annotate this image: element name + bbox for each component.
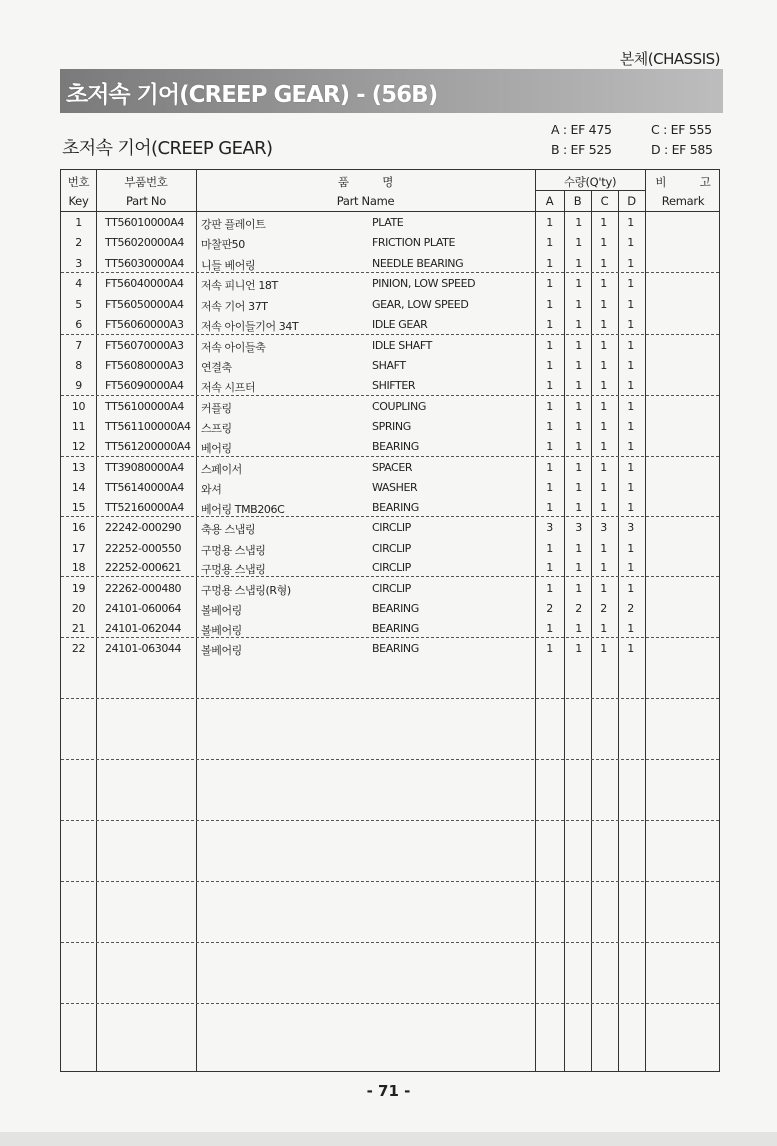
cell-korean-name: 볼베어링: [201, 644, 242, 657]
parts-table: [60, 169, 720, 1072]
header-remark-en: Remark: [661, 194, 705, 208]
cell-korean-name: 저속 아이들기어 34T: [201, 320, 299, 333]
cell-qty-a: 1: [546, 561, 553, 574]
cell-key: 10: [71, 400, 86, 413]
cell-part-no: FT56040000A4: [105, 277, 184, 290]
row-group-separator: [61, 759, 719, 760]
cell-qty-d: 1: [627, 400, 634, 413]
cell-korean-name: 베어링 TMB206C: [201, 503, 285, 516]
cell-qty-b: 1: [575, 501, 582, 514]
cell-key: 21: [71, 622, 86, 635]
cell-qty-d: 1: [627, 481, 634, 494]
cell-key: 22: [71, 642, 86, 655]
cell-key: 12: [71, 440, 86, 453]
cell-key: 7: [75, 339, 82, 352]
cell-part-name: SPRING: [372, 420, 411, 433]
cell-korean-name: 스페이서: [201, 463, 242, 476]
cell-qty-a: 1: [546, 542, 553, 555]
cell-qty-a: 1: [546, 277, 553, 290]
cell-qty-c: 1: [600, 379, 607, 392]
cell-qty-a: 1: [546, 298, 553, 311]
table-row: [61, 356, 719, 376]
cell-qty-b: 1: [575, 440, 582, 453]
cell-part-name: CIRCLIP: [372, 561, 411, 574]
header-partno-en: Part No: [126, 194, 166, 208]
table-row: [61, 478, 719, 498]
cell-korean-name: 구멍용 스냅링: [201, 563, 266, 576]
cell-qty-c: 1: [600, 582, 607, 595]
banner-title: 초저속 기어(CREEP GEAR) - (56B): [66, 82, 438, 108]
cell-part-name: FRICTION PLATE: [372, 236, 455, 249]
cell-qty-d: 1: [627, 582, 634, 595]
table-row: [61, 579, 719, 599]
table-row: [61, 458, 719, 478]
cell-part-no: TT56140000A4: [105, 481, 184, 494]
cell-qty-c: 1: [600, 339, 607, 352]
table-row: [61, 213, 719, 233]
cell-qty-b: 1: [575, 561, 582, 574]
cell-korean-name: 마찰판50: [201, 238, 245, 251]
cell-part-name: CIRCLIP: [372, 542, 411, 555]
cell-part-no: 22252-000550: [105, 542, 182, 555]
cell-part-no: TT52160000A4: [105, 501, 184, 514]
cell-part-name: BEARING: [372, 440, 419, 453]
cell-qty-b: 1: [575, 461, 582, 474]
table-row: [61, 274, 719, 294]
cell-key: 5: [75, 298, 82, 311]
cell-key: 20: [71, 602, 86, 615]
cell-part-name: SPACER: [372, 461, 413, 474]
cell-qty-a: 1: [546, 400, 553, 413]
table-row: [61, 295, 719, 315]
cell-part-name: PINION, LOW SPEED: [372, 277, 476, 290]
cell-part-no: 24101-060064: [105, 602, 182, 615]
cell-qty-c: 2: [600, 602, 607, 615]
cell-part-name: GEAR, LOW SPEED: [372, 298, 469, 311]
cell-part-no: TT56100000A4: [105, 400, 184, 413]
cell-korean-name: 저속 기어 37T: [201, 300, 268, 313]
cell-part-no: TT561200000A4: [105, 440, 191, 453]
cell-korean-name: 볼베어링: [201, 604, 242, 617]
cell-qty-c: 1: [600, 440, 607, 453]
cell-qty-b: 1: [575, 622, 582, 635]
cell-part-name: CIRCLIP: [372, 521, 411, 534]
row-group-separator: [61, 881, 719, 882]
cell-qty-c: 3: [600, 521, 607, 534]
cell-key: 2: [75, 236, 82, 249]
cell-qty-b: 1: [575, 318, 582, 331]
cell-korean-name: 베어링: [201, 442, 232, 455]
cell-qty-d: 1: [627, 501, 634, 514]
cell-part-no: FT56060000A3: [105, 318, 184, 331]
cell-qty-c: 1: [600, 542, 607, 555]
model-d: D : EF 585: [651, 142, 713, 157]
cell-qty-d: 1: [627, 622, 634, 635]
cell-part-no: 24101-063044: [105, 642, 182, 655]
cell-qty-a: 2: [546, 602, 553, 615]
cell-qty-c: 1: [600, 277, 607, 290]
cell-qty-c: 1: [600, 420, 607, 433]
header-qty-b: B: [573, 194, 582, 208]
header-partno-kr: 부품번호: [124, 175, 168, 189]
header-name-en: Part Name: [336, 194, 395, 208]
page-number: - 71 -: [366, 1082, 411, 1100]
cell-qty-d: 1: [627, 542, 634, 555]
table-row: [61, 558, 719, 578]
cell-qty-b: 2: [575, 602, 582, 615]
cell-part-no: FT56070000A3: [105, 339, 184, 352]
cell-qty-a: 1: [546, 461, 553, 474]
cell-qty-a: 1: [546, 582, 553, 595]
cell-key: 16: [71, 521, 86, 534]
cell-qty-d: 1: [627, 318, 634, 331]
model-list-left: [551, 120, 612, 160]
cell-korean-name: 스프링: [201, 422, 232, 435]
cell-part-name: NEEDLE BEARING: [372, 257, 464, 270]
cell-part-name: BEARING: [372, 602, 419, 615]
header-name-kr: 품 명: [337, 175, 394, 189]
cell-part-name: COUPLING: [372, 400, 426, 413]
cell-qty-d: 1: [627, 420, 634, 433]
cell-part-no: TT56030000A4: [105, 257, 184, 270]
header-remark-kr: 비 고: [655, 175, 711, 189]
cell-part-name: IDLE GEAR: [372, 318, 428, 331]
cell-korean-name: 와셔: [201, 483, 222, 496]
cell-qty-a: 1: [546, 379, 553, 392]
cell-qty-b: 1: [575, 216, 582, 229]
cell-part-no: TT561100000A4: [105, 420, 191, 433]
cell-qty-d: 1: [627, 277, 634, 290]
cell-qty-b: 1: [575, 298, 582, 311]
cell-korean-name: 연결축: [201, 361, 232, 374]
cell-qty-d: 1: [627, 298, 634, 311]
cell-part-name: IDLE SHAFT: [372, 339, 432, 352]
table-row: [61, 639, 719, 659]
cell-part-name: CIRCLIP: [372, 582, 411, 595]
title-banner: [60, 69, 723, 113]
table-row: [61, 539, 719, 559]
cell-qty-a: 1: [546, 642, 553, 655]
table-row: [61, 518, 719, 538]
cell-korean-name: 구멍용 스냅링(R형): [201, 584, 291, 597]
table-row: [61, 376, 719, 396]
cell-qty-b: 1: [575, 277, 582, 290]
cell-qty-b: 1: [575, 379, 582, 392]
cell-key: 11: [71, 420, 86, 433]
cell-qty-c: 1: [600, 481, 607, 494]
cell-qty-c: 1: [600, 622, 607, 635]
cell-qty-c: 1: [600, 501, 607, 514]
cell-part-no: FT56050000A4: [105, 298, 184, 311]
table-row: [61, 336, 719, 356]
cell-part-no: 24101-062044: [105, 622, 182, 635]
cell-qty-a: 3: [546, 521, 553, 534]
cell-part-name: PLATE: [372, 216, 404, 229]
cell-qty-a: 1: [546, 440, 553, 453]
table-row: [61, 498, 719, 518]
cell-qty-d: 1: [627, 339, 634, 352]
model-b: B : EF 525: [551, 142, 612, 157]
header-key-kr: 번호: [67, 175, 90, 189]
cell-qty-c: 1: [600, 318, 607, 331]
table-row: [61, 619, 719, 639]
cell-qty-d: 1: [627, 236, 634, 249]
cell-qty-c: 1: [600, 561, 607, 574]
cell-key: 18: [71, 561, 86, 574]
model-c: C : EF 555: [651, 122, 712, 137]
table-row: [61, 254, 719, 274]
cell-korean-name: 니들 베어링: [201, 259, 256, 272]
cell-qty-a: 1: [546, 622, 553, 635]
page-subtitle: 초저속 기어(CREEP GEAR): [62, 138, 273, 159]
cell-qty-c: 1: [600, 236, 607, 249]
row-group-separator: [61, 1003, 719, 1004]
table-row: [61, 599, 719, 619]
cell-qty-b: 1: [575, 481, 582, 494]
cell-key: 1: [75, 216, 82, 229]
cell-key: 9: [75, 379, 82, 392]
cell-qty-a: 1: [546, 501, 553, 514]
header-bottom-line: [61, 211, 719, 212]
cell-qty-a: 1: [546, 216, 553, 229]
cell-qty-a: 1: [546, 318, 553, 331]
cell-qty-d: 1: [627, 379, 634, 392]
cell-qty-a: 1: [546, 420, 553, 433]
row-group-separator: [61, 942, 719, 943]
cell-qty-b: 1: [575, 420, 582, 433]
cell-qty-c: 1: [600, 359, 607, 372]
header-qty-a: A: [545, 194, 554, 208]
cell-korean-name: 볼베어링: [201, 624, 242, 637]
row-group-separator: [61, 698, 719, 699]
cell-qty-a: 1: [546, 257, 553, 270]
cell-part-no: 22242-000290: [105, 521, 182, 534]
header-qty: 수량(Q'ty): [563, 175, 617, 189]
cell-part-no: TT56010000A4: [105, 216, 184, 229]
cell-key: 14: [71, 481, 86, 494]
cell-part-no: FT56090000A4: [105, 379, 184, 392]
model-a: A : EF 475: [551, 122, 612, 137]
header-divider: [535, 190, 645, 191]
cell-qty-c: 1: [600, 461, 607, 474]
cell-key: 6: [75, 318, 82, 331]
section-title: 본체(CHASSIS): [619, 50, 720, 68]
cell-qty-d: 1: [627, 359, 634, 372]
cell-key: 8: [75, 359, 82, 372]
cell-key: 17: [71, 542, 86, 555]
cell-key: 19: [71, 582, 86, 595]
header-qty-c: C: [600, 194, 609, 208]
cell-qty-d: 1: [627, 216, 634, 229]
cell-qty-d: 1: [627, 257, 634, 270]
cell-qty-a: 1: [546, 236, 553, 249]
cell-part-no: TT56020000A4: [105, 236, 184, 249]
cell-part-name: SHIFTER: [372, 379, 416, 392]
table-row: [61, 397, 719, 417]
table-row: [61, 233, 719, 253]
cell-part-no: FT56080000A3: [105, 359, 184, 372]
row-group-separator: [61, 820, 719, 821]
cell-qty-b: 1: [575, 582, 582, 595]
cell-qty-d: 2: [627, 602, 634, 615]
table-row: [61, 417, 719, 437]
cell-key: 13: [71, 461, 86, 474]
cell-qty-b: 1: [575, 339, 582, 352]
cell-part-name: WASHER: [372, 481, 418, 494]
cell-qty-c: 1: [600, 257, 607, 270]
cell-qty-a: 1: [546, 339, 553, 352]
cell-qty-b: 1: [575, 400, 582, 413]
cell-part-name: BEARING: [372, 622, 419, 635]
cell-korean-name: 저속 피니언 18T: [201, 279, 278, 292]
cell-key: 15: [71, 501, 86, 514]
cell-qty-a: 1: [546, 481, 553, 494]
cell-part-no: 22262-000480: [105, 582, 182, 595]
cell-qty-d: 1: [627, 440, 634, 453]
cell-qty-d: 1: [627, 642, 634, 655]
cell-qty-b: 3: [575, 521, 582, 534]
cell-part-name: BEARING: [372, 642, 419, 655]
cell-korean-name: 강판 플레이트: [201, 218, 266, 231]
cell-part-name: BEARING: [372, 501, 419, 514]
cell-qty-b: 1: [575, 257, 582, 270]
cell-korean-name: 구멍용 스냅링: [201, 544, 266, 557]
cell-qty-c: 1: [600, 216, 607, 229]
cell-qty-b: 1: [575, 236, 582, 249]
cell-qty-b: 1: [575, 359, 582, 372]
header-qty-d: D: [627, 194, 636, 208]
cell-qty-b: 1: [575, 642, 582, 655]
table-row: [61, 315, 719, 335]
cell-part-no: TT39080000A4: [105, 461, 184, 474]
cell-key: 3: [75, 257, 82, 270]
cell-qty-c: 1: [600, 400, 607, 413]
cell-qty-a: 1: [546, 359, 553, 372]
cell-qty-d: 1: [627, 461, 634, 474]
cell-qty-b: 1: [575, 542, 582, 555]
page-bottom-strip: [0, 1132, 777, 1146]
cell-qty-c: 1: [600, 642, 607, 655]
cell-korean-name: 저속 아이들축: [201, 341, 266, 354]
cell-part-no: 22252-000621: [105, 561, 182, 574]
cell-korean-name: 축용 스냅링: [201, 523, 256, 536]
cell-korean-name: 저속 시프터: [201, 381, 256, 394]
cell-part-name: SHAFT: [372, 359, 406, 372]
cell-qty-c: 1: [600, 298, 607, 311]
cell-korean-name: 커플링: [201, 402, 232, 415]
model-list-right: [651, 120, 713, 160]
cell-qty-d: 1: [627, 561, 634, 574]
cell-qty-d: 3: [627, 521, 634, 534]
cell-key: 4: [75, 277, 82, 290]
header-key-en: Key: [68, 194, 89, 208]
table-row: [61, 437, 719, 457]
